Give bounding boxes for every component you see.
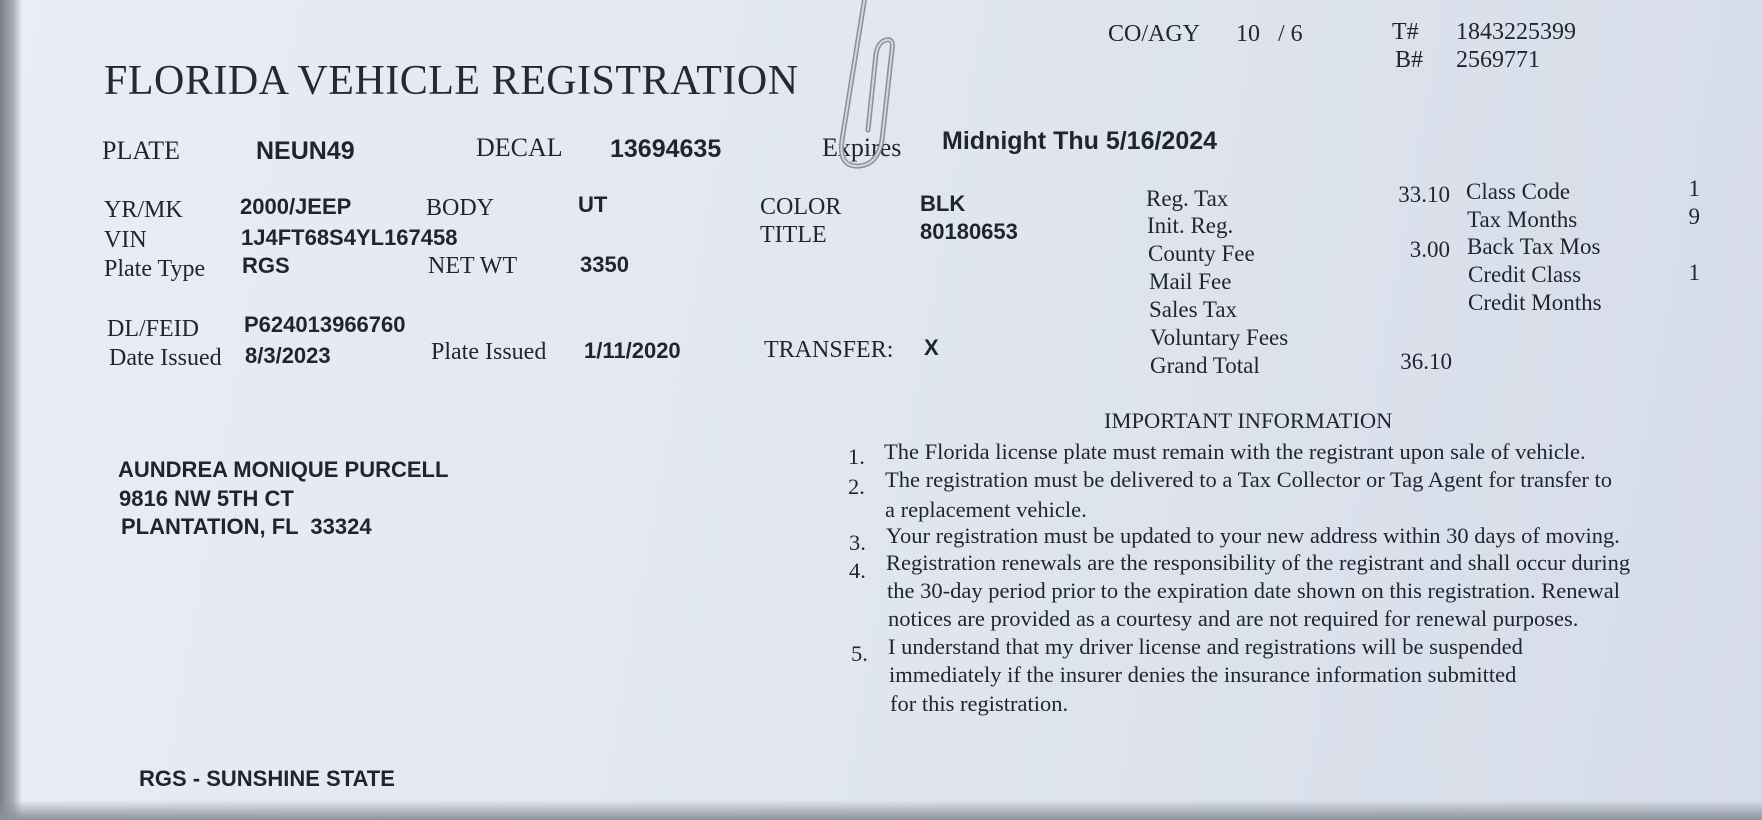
info-item-5-number: 5. bbox=[851, 641, 868, 666]
grand-total-value: 36.10 bbox=[1400, 349, 1452, 374]
info-item-4-number: 4. bbox=[849, 558, 866, 583]
info-item-2-number: 2. bbox=[848, 474, 865, 499]
b-number-label: B# bbox=[1395, 47, 1424, 73]
co-agy-label: CO/AGY bbox=[1108, 21, 1201, 47]
net-weight-label: NET WT bbox=[428, 253, 518, 279]
transfer-value: X bbox=[924, 335, 939, 360]
body-label: BODY bbox=[426, 195, 495, 221]
county-fee-value: 3.00 bbox=[1409, 237, 1450, 262]
dlfeid-label: DL/FEID bbox=[107, 316, 199, 342]
sales-tax-label: Sales Tax bbox=[1149, 297, 1238, 322]
owner-city-state-zip: PLANTATION, FL 33324 bbox=[121, 514, 372, 539]
plate-value: NEUN49 bbox=[256, 137, 355, 165]
info-item-5-line-1: I understand that my driver license and registrations will be suspended bbox=[888, 634, 1523, 659]
decal-value: 13694635 bbox=[610, 135, 722, 163]
class-code-value: 1 bbox=[1688, 176, 1700, 201]
plate-design-label: RGS - SUNSHINE STATE bbox=[139, 766, 395, 791]
grand-total-label: Grand Total bbox=[1150, 353, 1260, 378]
owner-street: 9816 NW 5TH CT bbox=[119, 486, 294, 511]
info-item-5-line-3: for this registration. bbox=[890, 691, 1069, 716]
credit-class-label: Credit Class bbox=[1468, 262, 1582, 287]
voluntary-fees-label: Voluntary Fees bbox=[1150, 325, 1289, 350]
yrmk-label: YR/MK bbox=[104, 197, 183, 223]
info-item-3-number: 3. bbox=[849, 530, 866, 555]
title-label: TITLE bbox=[760, 222, 827, 248]
date-issued-value: 8/3/2023 bbox=[245, 343, 331, 368]
yrmk-value: 2000/JEEP bbox=[240, 194, 352, 219]
plate-type-label: Plate Type bbox=[104, 256, 206, 282]
expires-label: Expires bbox=[822, 133, 902, 162]
paper-bottom-shadow bbox=[0, 800, 1762, 820]
plate-issued-label: Plate Issued bbox=[431, 339, 547, 365]
date-issued-label: Date Issued bbox=[109, 345, 222, 371]
info-item-5-line-2: immediately if the insurer denies the insurance information submitted bbox=[889, 662, 1517, 687]
back-tax-months-label: Back Tax Mos bbox=[1467, 234, 1601, 259]
transfer-label: TRANSFER: bbox=[764, 337, 894, 363]
reg-tax-value: 33.10 bbox=[1398, 182, 1450, 207]
info-item-2-line-2: a replacement vehicle. bbox=[885, 497, 1087, 522]
body-value: UT bbox=[578, 192, 608, 217]
info-item-1-number: 1. bbox=[848, 444, 865, 469]
paper-clip-icon bbox=[812, 0, 912, 180]
info-item-1-text: The Florida license plate must remain with the registrant upon sale of vehicle. bbox=[884, 439, 1586, 464]
credit-months-label: Credit Months bbox=[1468, 290, 1602, 315]
expires-value: Midnight Thu 5/16/2024 bbox=[942, 127, 1218, 155]
color-value: BLK bbox=[920, 191, 966, 216]
dlfeid-value: P624013966760 bbox=[244, 312, 406, 337]
net-weight-value: 3350 bbox=[580, 252, 629, 277]
t-number-label: T# bbox=[1392, 19, 1419, 45]
info-item-4-line-1: Registration renewals are the responsibility of the registrant and shall occur during bbox=[886, 550, 1631, 575]
credit-class-value: 1 bbox=[1688, 260, 1700, 285]
mail-fee-label: Mail Fee bbox=[1149, 269, 1232, 294]
plate-label: PLATE bbox=[102, 136, 180, 165]
b-number-value: 2569771 bbox=[1456, 47, 1540, 73]
owner-name: AUNDREA MONIQUE PURCELL bbox=[118, 457, 449, 482]
important-info-heading: IMPORTANT INFORMATION bbox=[1104, 408, 1393, 433]
tax-months-value: 9 bbox=[1688, 204, 1700, 229]
init-reg-label: Init. Reg. bbox=[1147, 213, 1234, 238]
title-value: 80180653 bbox=[920, 219, 1018, 244]
class-code-label: Class Code bbox=[1466, 179, 1571, 204]
color-label: COLOR bbox=[760, 194, 842, 220]
document-title: FLORIDA VEHICLE REGISTRATION bbox=[104, 58, 799, 104]
tax-months-label: Tax Months bbox=[1467, 207, 1578, 232]
vin-label: VIN bbox=[104, 227, 147, 253]
reg-tax-label: Reg. Tax bbox=[1146, 186, 1229, 211]
co-agy-value: 10 / 6 bbox=[1236, 21, 1303, 47]
info-item-4-line-3: notices are provided as a courtesy and are not required for renewal purposes. bbox=[888, 606, 1579, 631]
t-number-value: 1843225399 bbox=[1456, 19, 1576, 45]
vin-value: 1J4FT68S4YL167458 bbox=[241, 225, 458, 250]
county-fee-label: County Fee bbox=[1148, 241, 1255, 266]
paper-left-shadow bbox=[0, 0, 22, 820]
info-item-2-line-1: The registration must be delivered to a Tax Collector or Tag Agent for transfer to bbox=[885, 467, 1613, 492]
plate-type-value: RGS bbox=[242, 253, 290, 278]
info-item-4-line-2: the 30-day period prior to the expiration date shown on this registration. Renewal bbox=[887, 578, 1620, 603]
plate-issued-value: 1/11/2020 bbox=[584, 338, 681, 363]
decal-label: DECAL bbox=[476, 133, 563, 162]
info-item-3-text: Your registration must be updated to your new address within 30 days of moving. bbox=[886, 523, 1620, 548]
